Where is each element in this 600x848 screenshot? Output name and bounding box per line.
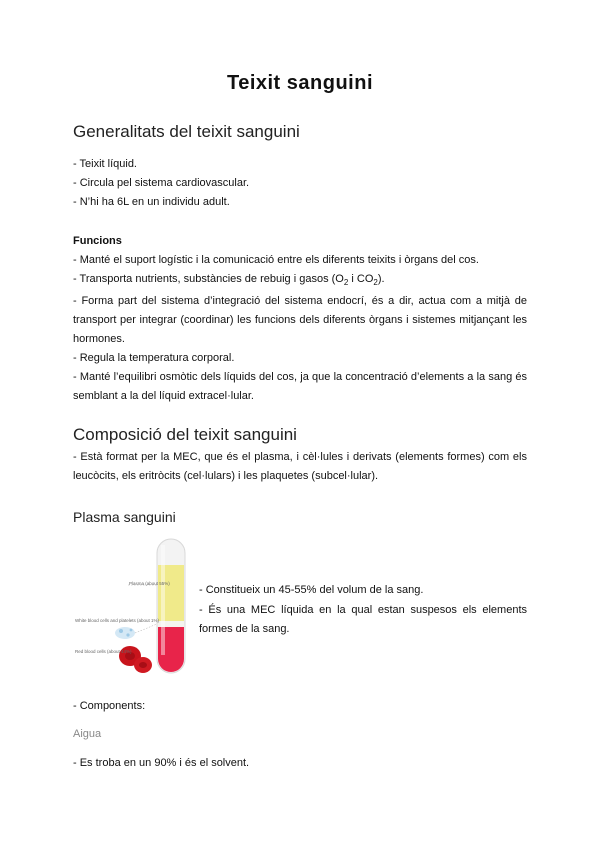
funcions-block bbox=[73, 232, 527, 406]
list-item: - Manté el suport logístic i la comunicació entre els diferents teixits i òrgans del cos. bbox=[73, 254, 479, 266]
list-item: - Circula pel sistema cardiovascular. bbox=[73, 177, 250, 189]
list-item: - És una MEC líquida en la qual estan suspesos els elements formes de la sang. bbox=[199, 603, 527, 635]
list-item: - Manté l’equilibri osmòtic dels líquids del cos, ja que la concentració d’elements a la sang és semblant a la del líquid extracel·lular. bbox=[73, 371, 527, 403]
section-heading-plasma: Plasma sanguini bbox=[73, 509, 176, 525]
plasma-description bbox=[199, 581, 527, 640]
aigua-subheading: Aigua bbox=[73, 728, 102, 740]
list-item: - Forma part del sistema d’integració del sistema endocrí, és a dir, actua com a mitjà de transport per integrar (coordinar) les funcions dels diferents òrgans i sistemes mitjançant les hormones. bbox=[73, 295, 527, 346]
list-item: - Teixit líquid. bbox=[73, 158, 137, 170]
funcions-heading: Funcions bbox=[73, 235, 122, 247]
composicio-text bbox=[73, 448, 527, 486]
aigua-text: - Es troba en un 90% i és el solvent. bbox=[73, 757, 250, 769]
generalitats-list bbox=[73, 155, 527, 212]
list-item: - Constitueix un 45-55% del volum de la sang. bbox=[199, 584, 424, 596]
list-item-transport: - Transporta nutrients, substàncies de rebuig i gasos ($O_2$ i $CO_2$). bbox=[73, 273, 385, 288]
paragraph: - Està format per la MEC, que és el plasma, i cèl·lules i derivats (elements formes) com els leucòcits, els eritròcits (cel·lulars) i les plaquetes (subcel·lular). bbox=[73, 451, 527, 482]
list-item: - Regula la temperatura corporal. bbox=[73, 352, 235, 365]
components-label: - Components: bbox=[73, 700, 146, 712]
page-title: Teixit sanguini bbox=[226, 72, 374, 94]
label-plasma: Plasma (about 55%) bbox=[129, 581, 170, 586]
section-heading-composicio: Composició del teixit sanguini bbox=[73, 425, 297, 444]
blood-tube-illustration bbox=[73, 535, 197, 681]
label-red-cells: Red blood cells (about 44%) bbox=[75, 649, 132, 654]
label-white-cells: White blood cells and platelets (about 1%) bbox=[75, 618, 160, 623]
list-item: - N’hi ha 6L en un individu adult. bbox=[73, 196, 230, 208]
section-heading-generalitats: Generalitats del teixit sanguini bbox=[73, 122, 300, 141]
